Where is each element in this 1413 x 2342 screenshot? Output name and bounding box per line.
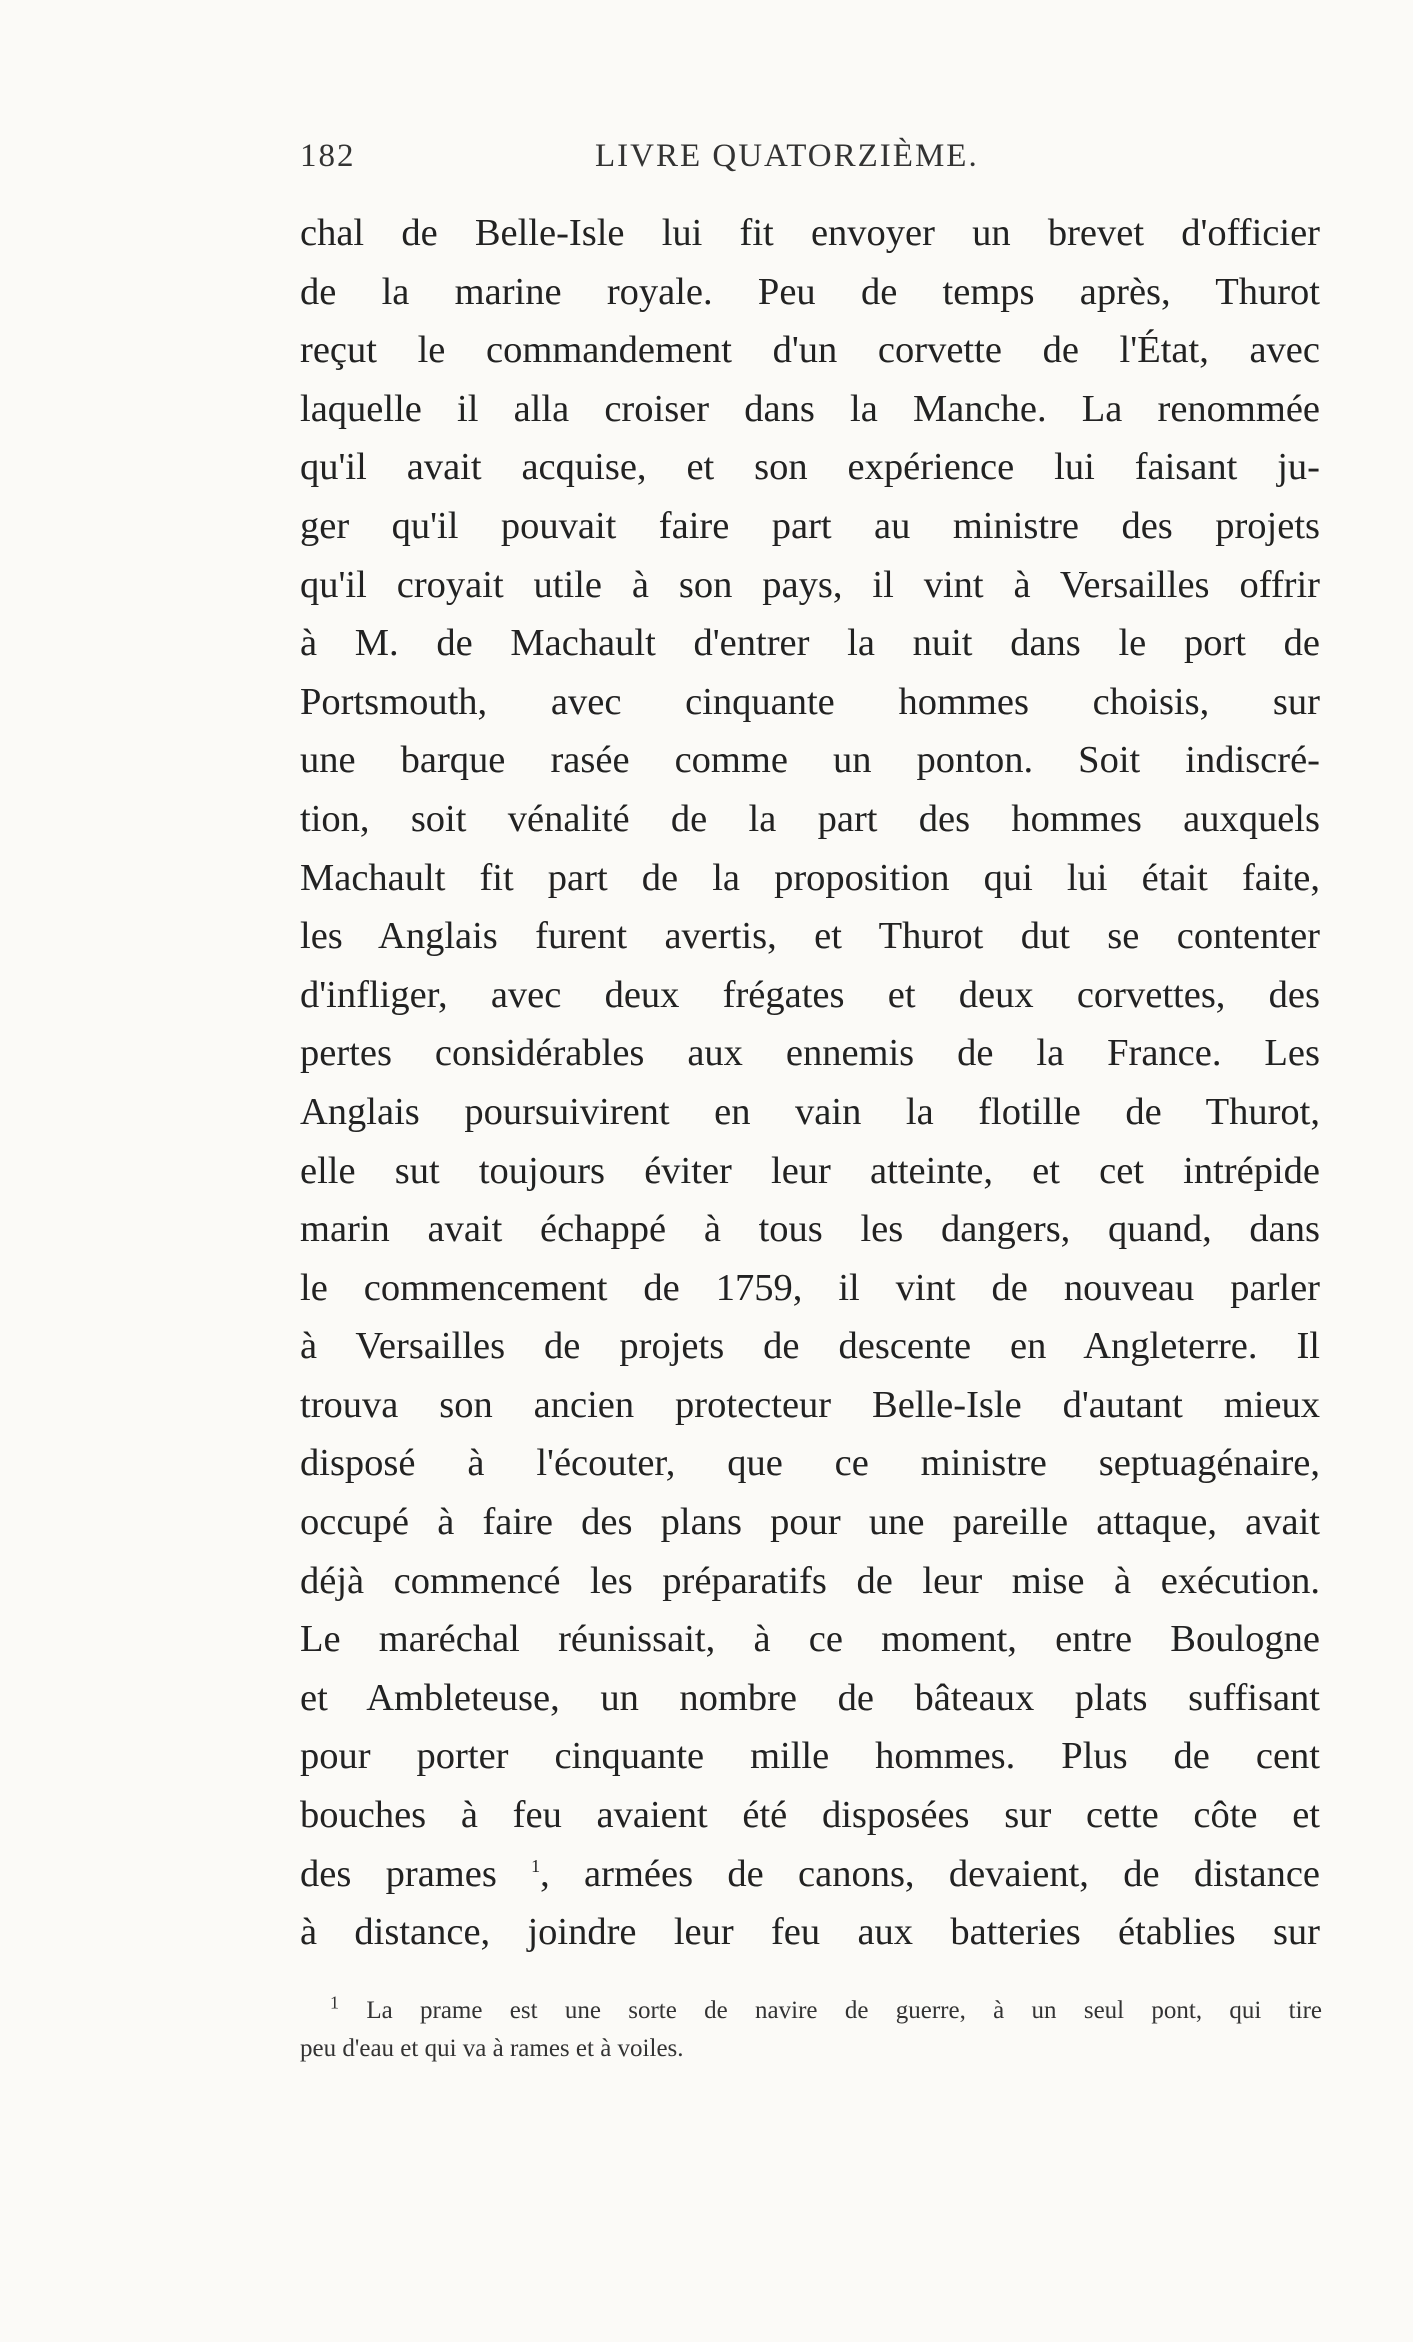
text-line: à M. de Machault d'entrer la nuit dans le port de (300, 622, 1320, 665)
text-line: marin avait échappé à tous les dangers, quand, dans (300, 1208, 1320, 1251)
text-line: qu'il croyait utile à son pays, il vint à Versailles offrir (300, 563, 1320, 606)
text-line: chal de Belle-Isle lui fit envoyer un brevet d'officier (300, 212, 1320, 254)
text-line: le commencement de 1759, il vint de nouveau parler (300, 1266, 1320, 1309)
text-line: ger qu'il pouvait faire part au ministre des projets (300, 504, 1320, 547)
text-line: à Versailles de projets de descente en Angleterre. Il (300, 1325, 1320, 1368)
text-line: à distance, joindre leur feu aux batteries établies sur (300, 1911, 1320, 1954)
body-text (300, 204, 1320, 1962)
text-line: laquelle il alla croiser dans la Manche. La renommée (300, 387, 1320, 430)
footnote-text: La prame est une sorte de navire de guerre, à un seul pont, qui tire (366, 1997, 1322, 2024)
text-line: elle sut toujours éviter leur atteinte, et cet intrépide (300, 1149, 1320, 1192)
text-line: Le maréchal réunissait, à ce moment, entre Boulogne (300, 1618, 1320, 1661)
text-line: pour porter cinquante mille hommes. Plus de cent (300, 1735, 1320, 1778)
text-line: déjà commencé les préparatifs de leur mise à exécution. (300, 1559, 1320, 1602)
text-line: occupé à faire des plans pour une pareille attaque, avait (300, 1501, 1320, 1544)
text-line: trouva son ancien protecteur Belle-Isle d'autant mieux (300, 1383, 1320, 1426)
text-line: pertes considérables aux ennemis de la France. Les (300, 1032, 1320, 1075)
text-line: Portsmouth, avec cinquante hommes choisis, sur (300, 680, 1320, 723)
text-line: bouches à feu avaient été disposées sur cette côte et (300, 1794, 1320, 1837)
text-line: une barque rasée comme un ponton. Soit indiscré- (300, 739, 1320, 782)
footnote-marker: 1 (330, 1992, 339, 2013)
text-fragment: , armées de canons, devaient, de distance (540, 1852, 1320, 1895)
text-line: de la marine royale. Peu de temps après, Thurot (300, 270, 1320, 313)
page-number: 182 (300, 138, 356, 174)
chapter-title: LIVRE QUATORZIÈME. (595, 138, 979, 174)
text-line: tion, soit vénalité de la part des hommes auxquels (300, 797, 1320, 840)
text-line: disposé à l'écouter, que ce ministre septuagénaire, (300, 1442, 1320, 1485)
text-fragment: des prames (300, 1852, 497, 1895)
running-head (300, 138, 1320, 182)
text-line: qu'il avait acquise, et son expérience lui faisant ju- (300, 446, 1320, 489)
text-line: Machault fit part de la proposition qui lui était faite, (300, 856, 1320, 899)
text-line: et Ambleteuse, un nombre de bâteaux plats suffisant (300, 1676, 1320, 1719)
text-line: d'infliger, avec deux frégates et deux corvettes, des (300, 973, 1320, 1016)
footnote-line (300, 1992, 1322, 2030)
text-line: reçut le commandement d'un corvette de l'État, avec (300, 329, 1320, 372)
text-line-with-footnote-ref (300, 1845, 1320, 1904)
footnote-line: peu d'eau et qui va à rames et à voiles. (300, 2035, 684, 2062)
footnote (300, 1992, 1322, 2068)
text-line: Anglais poursuivirent en vain la flotille de Thurot, (300, 1090, 1320, 1133)
text-line: les Anglais furent avertis, et Thurot dut se contenter (300, 915, 1320, 958)
footnote-reference[interactable]: 1 (531, 1855, 541, 1876)
